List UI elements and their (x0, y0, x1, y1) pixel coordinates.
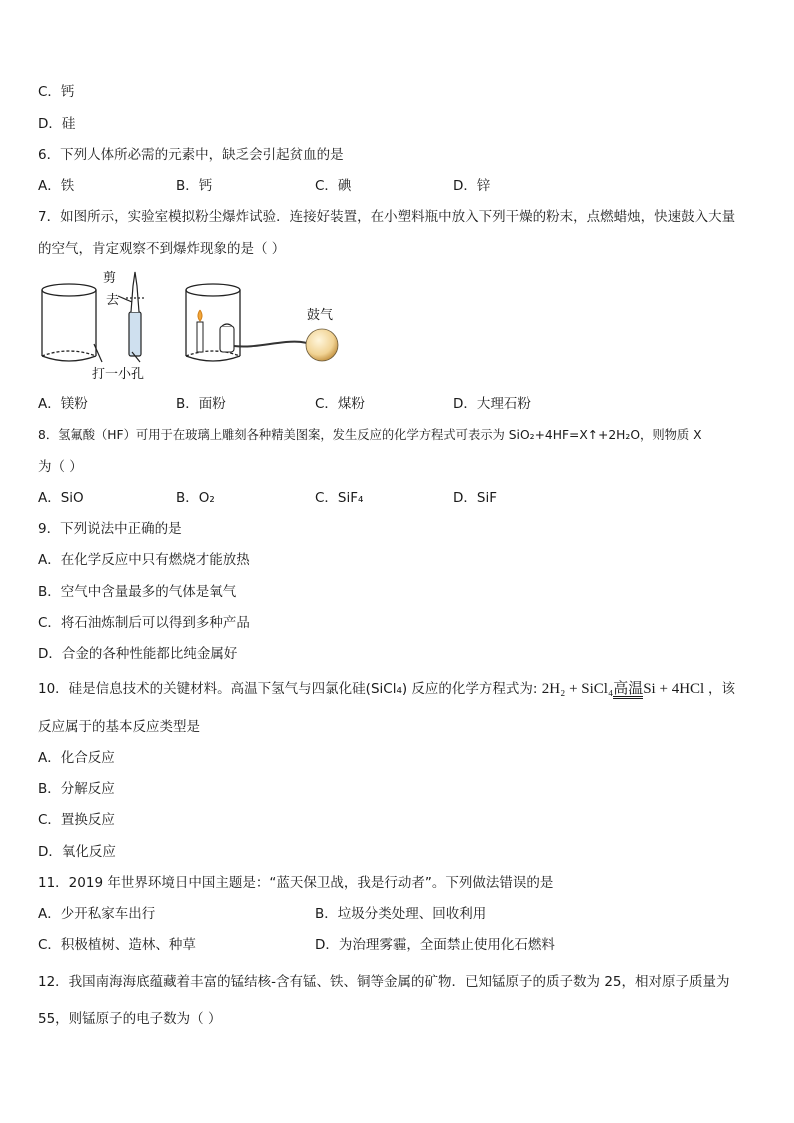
q11-option-c: C．积极植树、造林、种草 (38, 937, 196, 953)
q7-stem-line2: 的空气，肯定观察不到爆炸现象的是（ ） (38, 241, 286, 257)
q9-stem: 9．下列说法中正确的是 (38, 521, 182, 537)
q8-stem-line2: 为（ ） (38, 459, 83, 475)
q9-option-c: C．将石油炼制后可以得到多种产品 (38, 615, 250, 631)
q7-option-b: B．面粉 (176, 396, 226, 412)
q6-option-c: C．碘 (315, 178, 352, 194)
q11-option-a: A．少开私家车出行 (38, 906, 156, 922)
q10-eq-left: 2H₂ + SiCl₄ (541, 681, 614, 697)
inner-bottle (220, 324, 234, 352)
q12-stem-line2: 55，则锰原子的电子数为（ ） (38, 1011, 222, 1027)
q6-stem: 6．下列人体所必需的元素中，缺乏会引起贫血的是 (38, 147, 344, 163)
q10-eq-right: Si + 4HCl (643, 681, 705, 697)
q10-option-a: A．化合反应 (38, 750, 115, 766)
fig-label-blow: 鼓气 (307, 308, 334, 323)
q8-option-c: C．SiF₄ (315, 490, 364, 506)
q10-eq-condition: 高温 (613, 681, 644, 697)
q6-option-d: D．锌 (453, 178, 491, 194)
q10-option-b: B．分解反应 (38, 781, 115, 797)
dust-explosion-apparatus-figure (36, 266, 346, 386)
q10-stem-line2: 反应属于的基本反应类型是 (38, 719, 200, 735)
q10-stem-text: 10．硅是信息技术的关键材料。高温下氢气与四氯化硅(SiCl₄) 反应的化学方程式为: (38, 681, 538, 697)
q11-option-d: D．为治理雾霾，全面禁止使用化石燃料 (315, 937, 555, 953)
q9-option-b: B．空气中含量最多的气体是氧气 (38, 584, 237, 600)
candle (197, 310, 203, 352)
q11-stem: 11．2019 年世界环境日中国主题是：“蓝天保卫战，我是行动者”。下列做法错误的是 (38, 875, 554, 891)
q10-option-d: D．氧化反应 (38, 844, 116, 860)
q7-stem-line1: 7．如图所示，实验室模拟粉尘爆炸试验．连接好装置，在小塑料瓶中放入下列干燥的粉末，点燃蜡烛，快速鼓入大量 (38, 209, 736, 225)
q11-option-b: B．垃圾分类处理、回收利用 (315, 906, 487, 922)
fig-label-cut-2: 去 (106, 293, 120, 308)
q12-stem-line1: 12．我国南海海底蕴藏着丰富的锰结核-含有锰、铁、铜等金属的矿物．已知锰原子的质子数为 25，相对原子质量为 (38, 974, 730, 990)
q10-stem-line1 (38, 680, 735, 699)
q9-option-a: A．在化学反应中只有燃烧才能放热 (38, 552, 250, 568)
jar-left (42, 284, 96, 361)
q8-option-d: D．SiF (453, 490, 497, 506)
air-tube (234, 342, 310, 347)
small-bottle (94, 272, 144, 362)
q8-option-a: A．SiO (38, 490, 84, 506)
q5-option-c: C．钙 (38, 84, 75, 100)
q7-option-c: C．煤粉 (315, 396, 365, 412)
q7-option-d: D．大理石粉 (453, 396, 531, 412)
q6-option-b: B．钙 (176, 178, 213, 194)
q8-stem-line1: 8．氢氟酸（HF）可用于在玻璃上雕刻各种精美图案，发生反应的化学方程式可表示为 SiO₂+4HF=X↑+2H₂O，则物质 X (38, 428, 702, 442)
q10-stem-tail: ，该 (707, 681, 735, 697)
q6-option-a: A．铁 (38, 178, 75, 194)
q10-option-c: C．置换反应 (38, 812, 115, 828)
q7-option-a: A．镁粉 (38, 396, 88, 412)
air-bulb (306, 329, 338, 361)
q5-option-d: D．硅 (38, 116, 76, 132)
fig-label-hole: 打一小孔 (92, 367, 145, 382)
fig-label-cut-1: 剪 (103, 271, 117, 286)
q10-equation (542, 681, 708, 697)
q8-option-b: B．O₂ (176, 490, 215, 506)
q9-option-d: D．合金的各种性能都比纯金属好 (38, 646, 238, 662)
